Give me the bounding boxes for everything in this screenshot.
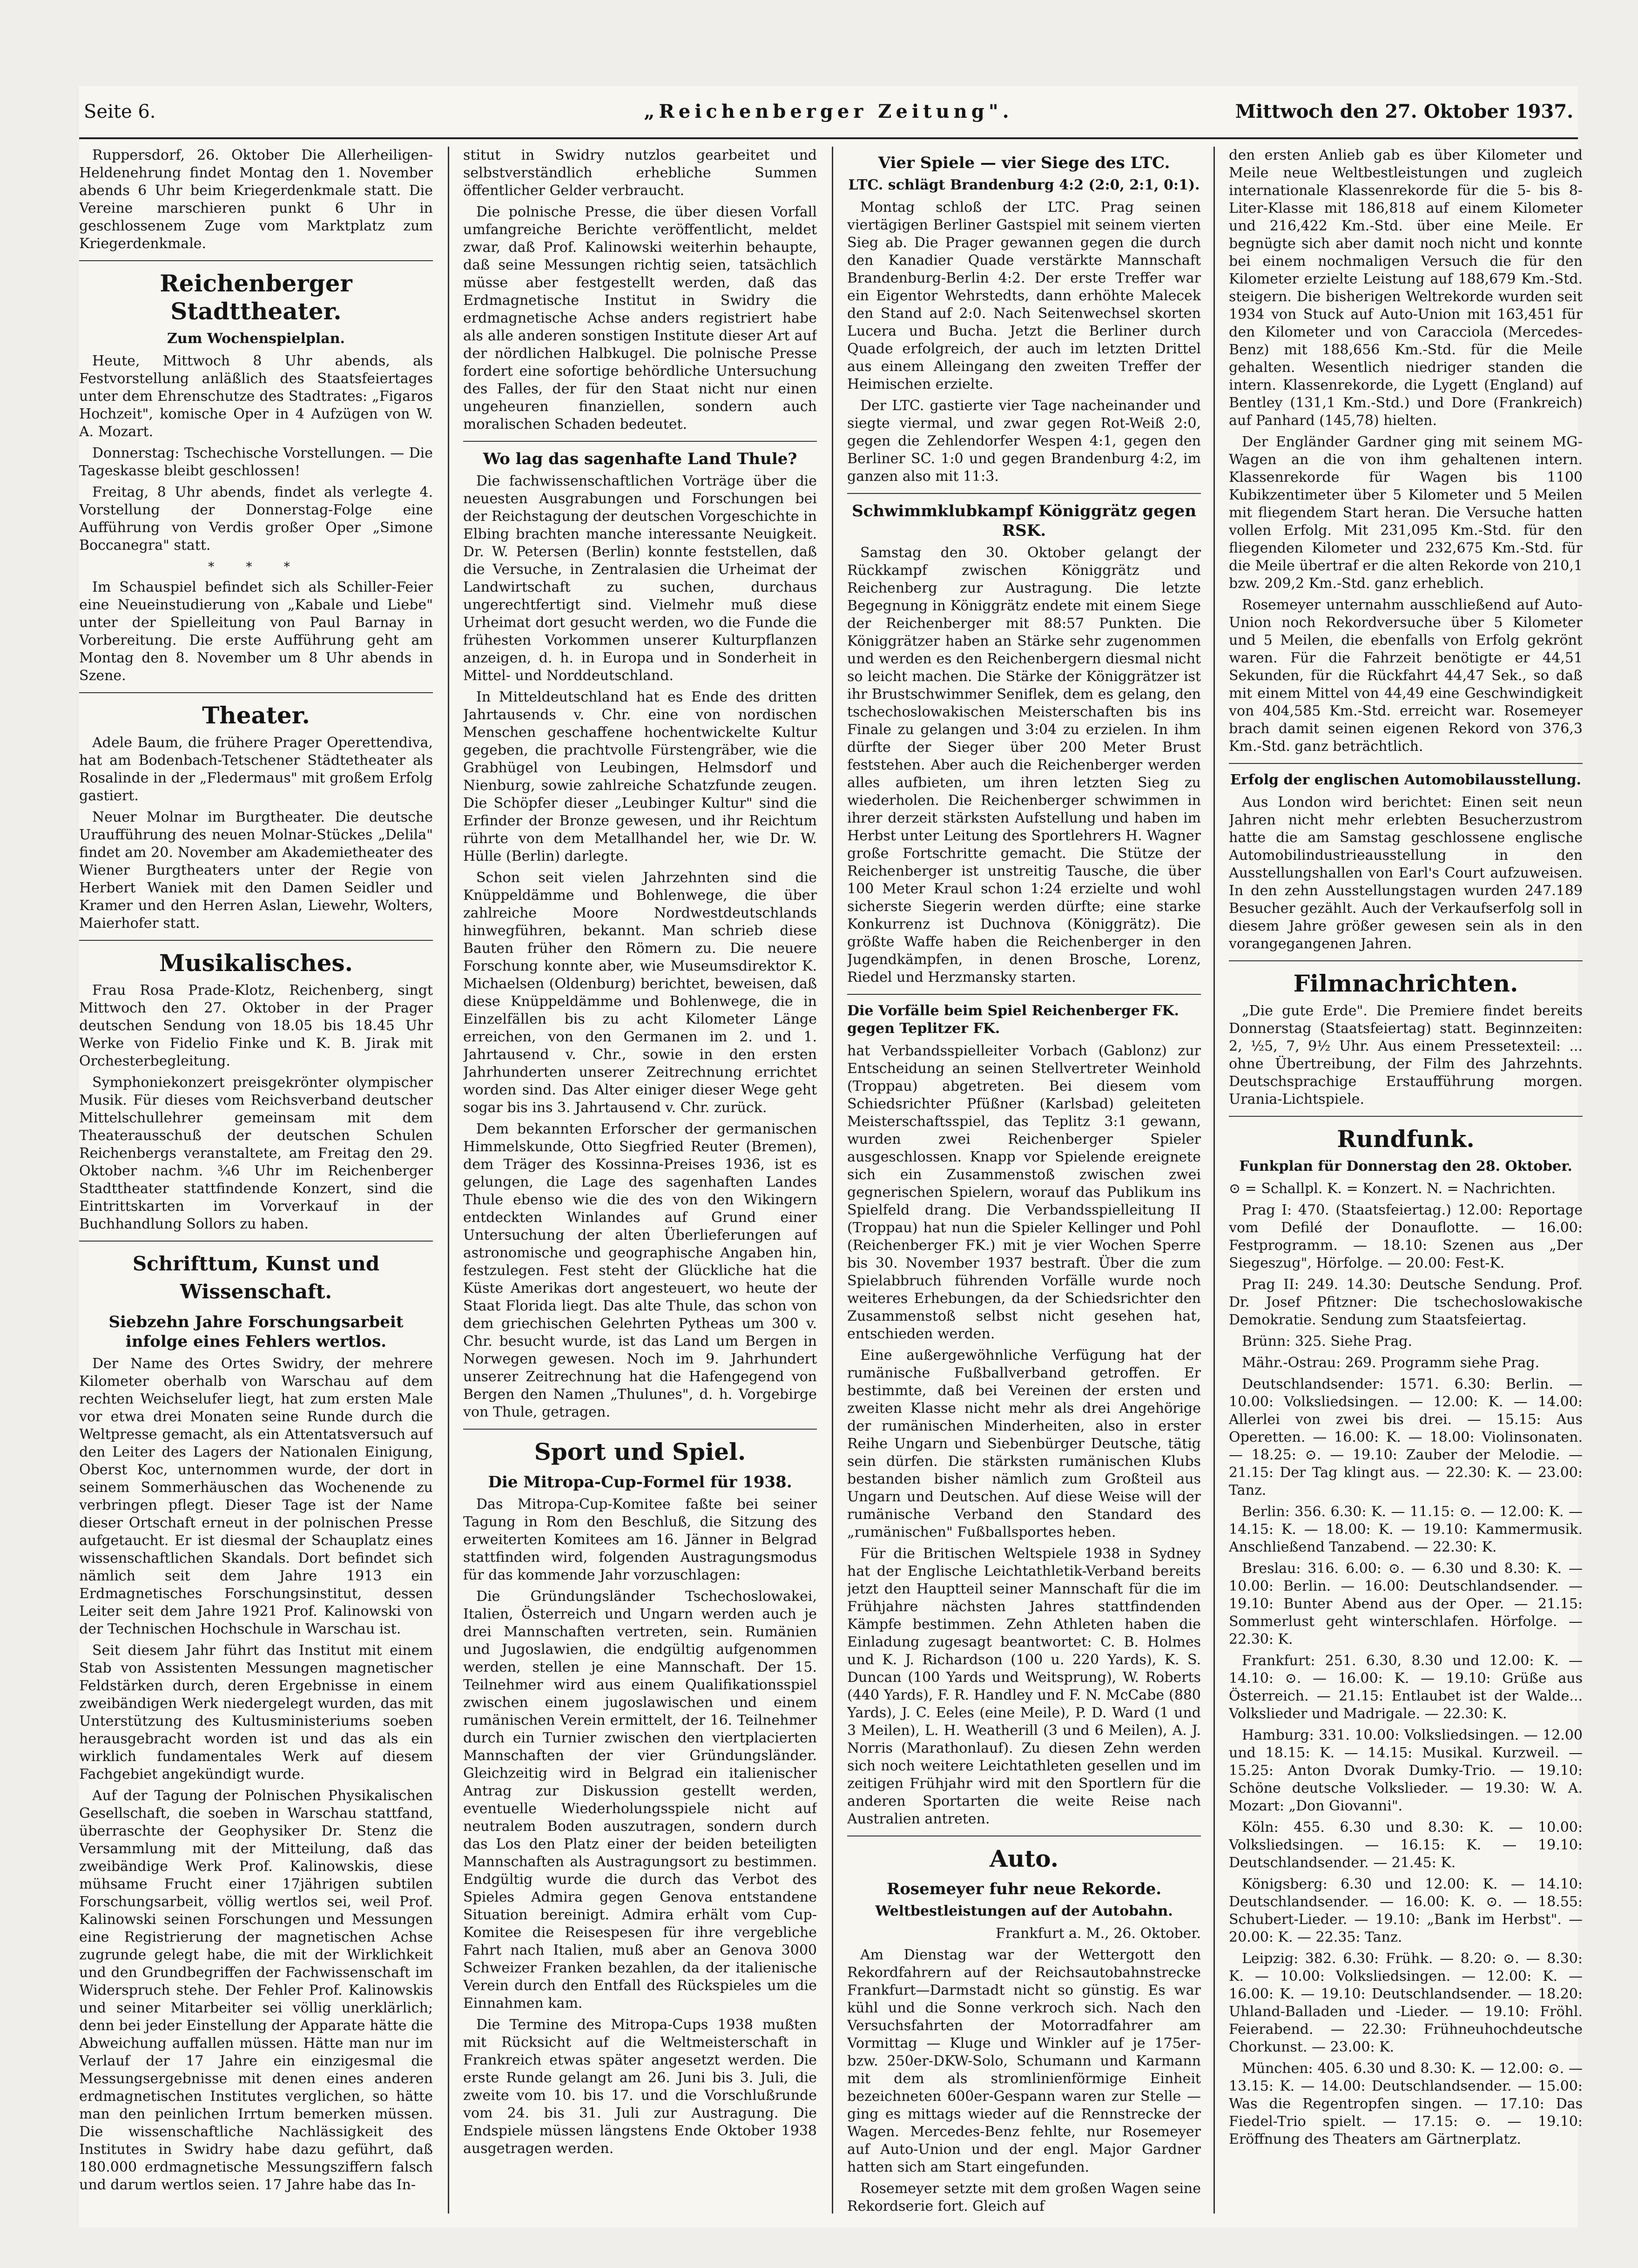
section-heading: Sport und Spiel. [534,1438,746,1465]
article-paragraph: Die fachwissenschaftlichen Vorträge über die neuesten Ausgrabungen und Forschungen bei der Reichstagung der deutschen Vorgeschichte in Elbing brachten manche interessante Neuigkeit. Dr. W. Petersen (Berlin) konnte feststellen, daß die Versuche, in Zentralasien die Urheimat der Landwirtschaft zu suchen, durchaus ungerechtfertigt sind. Vielmehr muß diese Urheimat dort gesucht werden, wo die Funde die frühesten Vorkommen unserer Kulturpflanzen anzeigen, d. h. in Europa und in Sonderheit in Mittel- und Norddeutschland. [463,473,817,684]
article-paragraph: Symphoniekonzert preisgekrönter olympischer Musik. Für dieses vom Reichsverband deutscher Mittelschullehrer gemeinsam mit dem Theaterausschuß der deutschen Schulen Reichenbergs veranstaltete, am Freitag den 29. Oktober nachm. ¾6 Uhr im Reichenberger Stadttheater stattfindende Konzert, sind die Eintrittskarten im Vorverkauf in der Buchhandlung Sollors zu haben. [79,1074,433,1232]
article-paragraph: Adele Baum, die frühere Prager Operettendiva, hat am Bodenbach-Tetschener Städtetheater als Rosalinde in der „Fledermaus" mit großem Erfolg gastiert. [79,735,433,804]
article-paragraph: Der LTC. gastierte vier Tage nacheinander und siegte viermal, und zwar gegen Rot-Weiß 2:0, gegen die Zehlendorfer Wespen 4:1, gegen den Berliner SC. 1:0 und gegen Brandenburg 4:2, im ganzen also mit 11:3. [847,398,1201,485]
article-paragraph: Der Name des Ortes Swidry, der mehrere Kilometer oberhalb von Warschau auf dem rechten Weichselufer liegt, hat zum ersten Male vor etwa drei Monaten seine Runde durch die Weltpresse gemacht, als ein Attentatsversuch auf den Leiter des Lagers der Nationalen Einigung, Oberst Koc, unternommen wurde, der dort in seinem Sommerhäuschen das Wochenende zu verbringen pflegt. Dieser Tage ist der Name dieser Ortschaft erneut in der polnischen Presse aufgetaucht. Er ist diesmal der Schauplatz eines wissenschaftlichen Skandals. Dort befindet sich nämlich seit dem Jahre 1913 ein Erdmagnetisches Forschungsinstitut, dessen Leiter seit dem Jahre 1921 Prof. Kalinowski von der Technischen Hochschule in Warschau ist. [79,1356,433,1637]
article-paragraph: Samstag den 30. Oktober gelangt der Rückkampf zwischen Königgrätz und Reichenberg zur Austragung. Die letzte Begegnung in Königgrätz endete mit einem Siege der Reichenberger mit 88:57 Punkten. Die Königgrätzer haben an Stärke sehr zugenommen und werden es den Reichenbergern diesmal nicht so leicht machen. Die Stärke der Königgrätzer ist ihr Brustschwimmer Seniflek, dem es gelang, den tschechoslowakischen Meisterschaften bis ins Finale zu gelangen und 3:04 zu erzielen. In ihm dürfte der Sieger über 200 Meter Brust feststehen. Aber auch die Reichenberger werden alles aufbieten, um ihren letzten Sieg zu wiederholen. Die Reichenberger schwimmen in ihrer derzeit stärksten Aufstellung und haben im Herbst unter Leitung des Sportlehrers H. Wagner große Fortschritte gemacht. Die Stütze der Reichenberger ist unstreitig Tausche, die über 100 Meter Kraul schon 1:24 erzielte und wohl sicherste Siegerin werden dürfte; eine starke Konkurrenz ist Duchnova (Königgrätz). Die größte Waffe haben die Reichenberger in den Jugendkämpfen, in denen Brosche, Lorenz, Riedel und Herzmansky starten. [847,545,1201,986]
article-paragraph: Aus London wird berichtet: Einen seit neun Jahren nicht mehr erlebten Besucherzustrom hatte die am Samstag geschlossene englische Automobilindustrieausstellung in den Ausstellungshallen von Earl's Court aufzuweisen. In den zehn Ausstellungstagen wurden 247.189 Besucher gezählt. Auch der Verkaufserfolg soll in diesem Jahre größer gewesen sein als in den vorangegangenen Jahren. [1229,794,1583,952]
stars-separator: * * * [208,560,304,574]
radio-listing: Leipzig: 382. 6.30: Frühk. — 8.20: ⊙. — 8.30: K. — 10.00: Volksliedsingen. — 12.00: K. — 16.00: K. — 19.10: Deutschlandsender. — 18.20: Uhland-Balladen und -Lieder. — 19.10: Fröhl. Feierabend. — 22.30: Frühneuhochdeutsche Chorkunst. — 23.00: K. [1229,1951,1583,2055]
article-paragraph: Eine außergewöhnliche Verfügung hat der rumänische Fußballverband getroffen. Er bestimmte, daß bei Vereinen der ersten und zweiten Klasse nicht mehr als drei Angehörige der rumänischen Minderheiten, also in erster Reihe Ungarn und Siebenbürger Deutsche, tätig sein dürfen. Die stärksten rumänischen Klubs bestanden bisher nämlich zum Großteil aus Ungarn und Deutschen. Auf diese Weise will der rumänische Verband den Standard des „rumänischen" Fußballsportes heben. [847,1347,1201,1540]
article-paragraph: Die Gründungsländer Tschechoslowakei, Italien, Österreich und Ungarn werden auch je drei Mannschaften vertreten, sein. Rumänien und Jugoslawien, die endgültig aufgenommen werden, stellen je eine Mannschaft. Der 15. Teilnehmer wird aus einem Qualifikationsspiel zwischen einem jugoslawischen und einem rumänischen Verein ermittelt, der 16. Teilnehmer durch ein Turnier zwischen den viertplacierten Mannschaften der vier Gründungsländer. Gleichzeitig wird in Belgrad ein italienischer Antrag zur Diskussion gestellt werden, eventuelle Wiederholungsspiele nicht auf neutralem Boden auszutragen, sondern durch das Los den Platz einer der beiden beteiligten Mannschaften als Austragungsort zu bestimmen. Endgültig wurde die durch das Verbot des Spieles Admira gegen Genova entstandene Situation bereinigt. Admira erhält vom Cup-Komitee die Reisespesen für ihre vergebliche Fahrt nach Italien, muß aber an Genova 3000 Schweizer Franken bezahlen, da der italienische Verein durch den Entfall des Rückspieles um die Einnahmen kam. [463,1588,817,2012]
article-paragraph: Seit diesem Jahr führt das Institut mit einem Stab von Assistenten Messungen magnetischer Feldstärken durch, deren Ergebnisse in einem zweibändigen Werk niedergelegt wurden, das mit Unterstützung des Kultusministeriums soeben herausgebracht worden ist und das als ein wirklich fundamentales Werk auf diesem Fachgebiet angekündigt wurde. [79,1642,433,1782]
radio-listing: Deutschlandsender: 1571. 6.30: Berlin. — 10.00: Volksliedsingen. — 12.00: K. — 14.00: Allerlei von zwei bis drei. — 15.15: Aus Operetten. — 16.00: K. — 18.00: Violinsonaten. — 18.25: ⊙. — 19.10: Zauber der Melodie. — 21.15: Der Tag klingt aus. — 22.30: K. — 23.00: Tanz. [1229,1376,1583,1498]
article-paragraph: „Die gute Erde". Die Premiere findet bereits Donnerstag (Staatsfeiertag) statt. Beginnzeiten: 2, ½5, 7, 9½ Uhr. Aus einem Pressetexteil: ... ohne Übertreibung, der Film des Jahrzehnts. Deutschsprachige Erstaufführung morgen. Urania-Lichtspiele. [1229,1003,1583,1107]
article-paragraph: Ruppersdorf, 26. Oktober Die Allerheiligen-Heldenehrung findet Montag den 1. November abends 6 Uhr beim Kriegerdenkmale statt. Die Vereine marschieren punkt 6 Uhr in geschlossenem Zuge vom Marktplatz zum Kriegerdenkmale. [79,147,433,252]
divider [79,1241,433,1242]
section-heading: Musikalisches. [159,949,353,977]
subheading: Weltbestleistungen auf der Autobahn. [875,1903,1173,1919]
article-paragraph: In Mitteldeutschland hat es Ende des dritten Jahrtausends v. Chr. eine von nordischen Menschen geschaffene hochentwickelte Kultur gegeben, die prachtvolle Fürstengräber, wie die Grabhügel von Leubingen, Helmsdorf und Nienburg, sowie zahlreiche Schatzfunde zeugen. Die Schöpfer dieser „Leubinger Kultur" sind die Erfinder der Bronze gewesen, und ihr Reichtum rührte von dem Metallhandel her, wie Dr. W. Hülle (Berlin) darlegte. [463,689,817,864]
article-paragraph: Am Dienstag war der Wettergott den Rekordfahrern auf der Reichsautobahnstrecke Frankfurt—Darmstadt nicht so günstig. Es war kühl und die Sonne verkroch sich. Nach den Versuchsfahrten der Motorradfahrer am Vormittag — Kluge und Winkler auf je 175er- bzw. 250er-DKW-Solo, Schumann und Karmann mit dem als stromlinienförmige Einheit bezeichneten 600er-Gespann waren zur Stelle — ging es mittags wieder auf die Rennstrecke der Wagen. Mercedes-Benz fehlte, nur Rosemeyer auf Auto-Union und der engl. Major Gardner hatten sich am Start eingefunden. [847,1947,1201,2175]
article-paragraph: Die Termine des Mitropa-Cups 1938 mußten mit Rücksicht auf die Weltmeisterschaft in Frankreich etwas später angesetzt werden. Die erste Runde gelangt am 26. Juni bis 3. Juli, die zweite vom 10. bis 17. und die Vorschlußrunde vom 24. bis 31. Juli zur Austragung. Die Endspiele müssen längstens Ende Oktober 1938 ausgetragen werden. [463,2017,817,2157]
newspaper-title: „Reichenberger Zeitung". [644,101,1013,122]
masthead [79,86,1578,139]
subheading: Wo lag das sagenhafte Land Thule? [483,450,797,468]
divider [463,441,817,442]
subheading: Funkplan für Donnerstag den 28. Oktober. [1239,1158,1572,1174]
article-paragraph: Neuer Molnar im Burgtheater. Die deutsche Uraufführung des neuen Molnar-Stückes „Delila" findet am 20. November am Akademietheater des Wiener Burgtheaters unter der Regie von Herbert Waniek mit den Damen Seidler und Kramer und den Herren Aslan, Liewehr, Wolters, Maierhofer statt. [79,809,433,932]
subheading: Zum Wochenspielplan. [167,331,345,347]
section-heading: Auto. [989,1845,1059,1872]
article-paragraph: Der Engländer Gardner ging mit seinem MG-Wagen an die von ihm gehaltenen intern. Klassenrekorde für Wagen bis 1100 Kubikzentimeter über 5 Kilometer und 5 Meilen mit fliegendem Start heran. Die Versuche hatten vollen Erfolg. Mit 231,095 Km.-Std. für den fliegenden Kilometer und 232,675 Km.-Std. für die Meile übertraf er die alten Rekorde von 210,1 bzw. 209,2 Km.-Std. ganz erheblich. [1229,434,1583,592]
radio-listing: Hamburg: 331. 10.00: Volksliedsingen. — 12.00 und 18.15: K. — 14.15: Musikal. Kurzweil. — 15.25: Anton Dvorak Dumky-Trio. — 19.10: Schöne deutsche Volkslieder. — 19.30: W. A. Mozart: „Don Giovanni". [1229,1727,1583,1814]
section-heading: Theater. [202,702,310,729]
dateline: Frankfurt a. M., 26. Oktober. [996,1925,1201,1942]
article-paragraph: Die polnische Presse, die über diesen Vorfall umfangreiche Berichte veröffentlicht, meldet zwar, daß Prof. Kalinowski weiterhin behaupte, daß seine Messungen richtig seien, tatsächlich müsse aber festgestellt werden, daß das Erdmagnetische Institut in Swidry die erdmagnetische Achse anders registriert habe als alle anderen sonstigen Institute dieser Art auf der nördlichen Halbkugel. Die polnische Presse fordert eine sofortige behördliche Untersuchung des Falles, der für den Staat nicht nur einen ungeheuren finanziellen, sondern auch moralischen Schaden bedeutet. [463,204,817,432]
column-rule [832,147,833,2214]
column-rule [1213,147,1215,2214]
subheading: Siebzehn Jahre Forschungsarbeit infolge eines Fehlers wertlos. [108,1313,404,1351]
section-heading: Filmnachrichten. [1293,970,1518,997]
divider [463,1429,817,1430]
radio-listing: Köln: 455. 6.30 und 8.30: K. — 10.00: Volksliedsingen. — 16.15: K. — 19.10: Deutschlandsender. — 21.45: K. [1229,1819,1583,1871]
article-paragraph: Dem bekannten Erforscher der germanischen Himmelskunde, Otto Siegfried Reuter (Bremen), dem Träger des Kossinna-Preises 1936, ist es gelungen, die Lage des sagenhaften Landes Thule ebenso wie die des von den Wikingern entdeckten Winlandes auf Grund einer Untersuchung der alten Überlieferungen auf astronomische und geographische Angaben hin, festzulegen. Fest steht der Glückliche hat die Küste Amerikas dort angesteuert, wo heute der Staat Florida liegt. Das alte Thule, das schon von dem griechischen Gelehrten Pytheas um 300 v. Chr. besucht wurde, ist das Land um Bergen in Norwegen gewesen. Noch im 9. Jahrhundert unserer Zeitrechnung hat die Hafengegend von Bergen den Namen „Thulunes", d. h. Vorgebirge von Thule, getragen. [463,1121,817,1420]
divider [847,994,1201,995]
radio-listing: Mähr.-Ostrau: 269. Programm siehe Prag. [1242,1355,1540,1371]
article-paragraph: Rosemeyer unternahm ausschließend auf Auto-Union noch Rekordversuche über 5 Kilometer und 5 Meilen, die ebenfalls von Erfolg gekrönt waren. Für die Fahrzeit benötigte er 44,51 Sekunden, für die Rückfahrt 44,47 Sek., so daß mit einem Mittel von 44,49 eine Geschwindigkeit von 404,585 Km.-Std. erreicht war. Rosemeyer brach damit seinen eigenen Rekord von 376,3 Km.-Std. ganz beträchtlich. [1229,597,1583,755]
article-paragraph: Frau Rosa Prade-Klotz, Reichenberg, singt Mittwoch den 27. Oktober in der Prager deutschen Sendung von 18.05 bis 18.45 Uhr Werke von Fidelio Finke und K. B. Jirak mit Orchesterbegleitung. [79,982,433,1069]
divider [1229,960,1583,961]
radio-listing: München: 405. 6.30 und 8.30: K. — 12.00: ⊙. — 13.15: K. — 14.00: Deutschlandsender. — 15.00: Was die Regentropfen singen. — 17.10: Das Fiedel-Trio spielt. — 17.15: ⊙. — 19.10: Eröffnung des Theaters am Gärtnerplatz. [1229,2060,1583,2147]
issue-date: Mittwoch den 27. Oktober 1937. [1235,101,1573,122]
column-2 [463,147,817,2214]
subheading: LTC. schlägt Brandenburg 4:2 (2:0, 2:1, 0:1). [848,177,1200,193]
subheading: Die Vorfälle beim Spiel Reichenberger FK. gegen Teplitzer FK. [847,1003,1179,1037]
article-paragraph: hat Verbandsspielleiter Vorbach (Gablonz) zur Entscheidung an seinen Stellvertreter Weinhold (Troppau) abgetreten. Bei diesem vom Schiedsrichter Pfüßner (Karlsbad) geleiteten Meisterschaftsspiel, das Teplitz 3:1 gewann, wurden zwei Reichenberger Spieler ausgeschlossen. Knapp vor Spielende ereignete sich ein Zusammenstoß zwischen zwei gegnerischen Spielern, worauf das Publikum ins Spielfeld drang. Die Verbandsspielleitung II (Troppau) hat nun die Spieler Kellinger und Pohl (Reichenberger FK.) mit je vier Wochen Sperre bis 30. November 1937 bestraft. Über die zum Spielabbruch führenden Vorfälle wurde noch weiteres Erhebungen, da der Schiedsrichter den Zusammenstoß selbst nicht gesehen hat, entschieden werden. [847,1043,1201,1342]
article-paragraph: stitut in Swidry nutzlos gearbeitet und selbstverständlich erhebliche Summen öffentlicher Gelder verbraucht. [463,147,817,199]
subheading: Die Mitropa-Cup-Formel für 1938. [488,1473,792,1492]
radio-listing: Berlin: 356. 6.30: K. — 11.15: ⊙. — 12.00: K. — 14.15: K. — 18.00: K. — 19.10: Kammermusik. Anschließend Tanzabend. — 22.30: K. [1229,1504,1583,1555]
article-paragraph: Auf der Tagung der Polnischen Physikalischen Gesellschaft, die soeben in Warschau stattfand, überraschte der Geophysiker Dr. Stenz die Versammlung mit der Mitteilung, daß das zweibändige Werk Prof. Kalinowskis, diese mühsame Frucht einer 17jährigen subtilen Forschungsarbeit, völlig wertlos sei, weil Prof. Kalinowski seinen Forschungen und Messungen eine Registrierung der magnetischen Achse zugrunde gelegt habe, die mit der Wirklichkeit und den Grundbegriffen der Fachwissenschaft im Widerspruch stehe. Der Fehler Prof. Kalinowskis und seiner Mitarbeiter sei völlig unerklärlich; denn bei jeder Einstellung der Apparate hätte die Abweichung auffallen müssen. Hätte man nur im Verlauf der 17 Jahre ein einzigesmal die Messungsergebnisse mit denen eines anderen erdmagnetischen Institutes verglichen, so hätte man den peinlichen Irrtum bemerken müssen. Die wissenschaftliche Nachlässigkeit des Institutes in Swidry habe dazu geführt, daß 180.000 erdmagnetische Messungsziffern falsch und darum wertlos seien. 17 Jahre habe das In- [79,1788,433,2193]
divider [847,493,1201,494]
article-paragraph: Montag schloß der LTC. Prag seinen viertägigen Berliner Gastspiel mit seinem vierten Sieg ab. Die Prager gewannen gegen die durch den Kanadier Quade verstärkte Mannschaft Brandenburg-Berlin 4:2. Der erste Treffer war ein Eigentor Wehrstedts, dann erhöhte Malecek den Stand auf 2:0. Nach Seitenwechsel skorten Lucera und Bucha. Jetzt die Berliner durch Quade erfolgreich, der auch im letzten Drittel aus einem Alleingang den zweiten Treffer der Heimischen erzielte. [847,199,1201,392]
column-3 [847,147,1201,2214]
article-paragraph: Rosemeyer setzte mit dem großen Wagen seine Rekordserie fort. Gleich auf [847,2180,1201,2214]
column-4 [1229,147,1583,2214]
article-paragraph: Im Schauspiel befindet sich als Schiller-Feier eine Neueinstudierung von „Kabale und Liebe" unter der Spielleitung von Paul Barnay in Vorbereitung. Die erste Aufführung geht am Montag den 8. November um 8 Uhr abends in Szene. [79,579,433,684]
article-paragraph: Heute, Mittwoch 8 Uhr abends, als Festvorstellung anläßlich des Staatsfeiertages unter dem Ehrenschutze des Stadtrates: „Figaros Hochzeit", komische Oper in 4 Aufzügen von W. A. Mozart. [79,353,433,440]
article-paragraph: Schon seit vielen Jahrzehnten sind die Knüppeldämme und Bohlenwege, die über zahlreiche Moore Nordwestdeutschlands hinwegführen, bekannt. Man schrieb diese Bauten früher den Römern zu. Die neuere Forschung konnte aber, wie Museumsdirektor K. Michaelsen (Oldenburg) berichtet, beweisen, daß diese Knüppeldämme und Bohlenwege, die in Einzelfällen bis zu acht Kilometer Länge erreichen, von den Germanen im 2. und 1. Jahrtausend v. Chr., sowie in den ersten Jahrhunderten unserer Zeitrechnung errichtet worden sind. Das Alter einiger dieser Wege geht sogar bis ins 3. Jahrtausend v. Chr. zurück. [463,870,817,1116]
subheading: Erfolg der englischen Automobilausstellung. [1230,772,1581,788]
divider [79,940,433,941]
radio-listing: Brünn: 325. Siehe Prag. [1242,1333,1412,1350]
article-paragraph: den ersten Anlieb gab es über Kilometer und Meile neue Weltbestleistungen und zugleich internationale Klassenrekorde für die 5- bis 8-Liter-Klasse mit 186,818 auf einem Kilometer und 216,422 Km.-Std. über eine Meile. Er begnügte sich aber damit noch nicht und konnte bei einem nochmaligen Versuch die für den Kilometer erzielte Leistung auf 188,679 Km.-Std. steigern. Die bisherigen Weltrekorde wurden seit 1934 von Stuck auf Auto-Union mit 163,451 für den Kilometer und von Caracciola (Mercedes-Benz) mit 188,656 Km.-Std. für die Meile gehalten. Wesentlich niedriger standen die intern. Klassenrekorde, die Lygett (England) auf Bentley (131,1 Km.-Std.) und Dore (Frankreich) auf Panhard (145,78) hielten. [1229,147,1583,429]
divider [79,692,433,693]
divider [1229,763,1583,764]
section-heading: Reichenberger Stadttheater. [160,270,352,325]
section-heading: Rundfunk. [1337,1125,1475,1153]
newspaper-page [79,86,1583,2228]
column-1 [79,147,433,2214]
divider [1229,1116,1583,1117]
radio-listing: Prag I: 470. (Staatsfeiertag.) 12.00: Reportage vom Defilé der Donauflotte. — 16.00: Festprogramm. — 18.10: Szenen aus „Der Siegeszug", Hörfolge. — 20.00: Fest-K. [1229,1202,1583,1271]
subheading: Rosemeyer fuhr neue Rekorde. [886,1880,1162,1898]
subheading: Vier Spiele — vier Siege des LTC. [878,154,1170,172]
radio-listing: Königsberg: 6.30 und 12.00: K. — 14.10: Deutschlandsender. — 16.00: K. ⊙. — 18.55: Schubert-Lieder. — 19.10: „Bank im Herbst". — 20.00: K. — 22.35: Tanz. [1229,1876,1583,1945]
article-paragraph: Donnerstag: Tschechische Vorstellungen. — Die Tageskasse bleibt geschlossen! [79,445,433,479]
radio-listing: Breslau: 316. 6.00: ⊙. — 6.30 und 8.30: K. — 10.00: Berlin. — 16.00: Deutschlandsender. — 19.10: Bunter Abend aus der Oper. — 21.15: Sommerlust geht winterschlafen. Hörfolge. — 22.30: K. [1229,1560,1583,1647]
radio-legend: ⊙ = Schallpl. K. = Konzert. N. = Nachrichten. [1229,1181,1556,1197]
radio-listing: Frankfurt: 251. 6.30, 8.30 und 12.00: K. — 14.10: ⊙. — 16.00: K. — 19.10: Grüße aus Österreich. — 21.15: Entlaubet ist der Walde... Volkslieder und Madrigale. — 22.30: K. [1229,1653,1583,1722]
article-paragraph: Freitag, 8 Uhr abends, findet als verlegte 4. Vorstellung der Donnerstag-Folge eine Aufführung von Verdis großer Oper „Simone Boccanegra" statt. [79,484,433,554]
article-paragraph: Das Mitropa-Cup-Komitee faßte bei seiner Tagung in Rom den Beschluß, die Sitzung des erweiterten Komitees am 16. Jänner in Belgrad stattfinden wird, folgenden Austragungsmodus für das kommende Jahr vorzuschlagen: [463,1496,817,1583]
page-number: Seite 6. [84,101,156,122]
article-paragraph: Für die Britischen Weltspiele 1938 in Sydney hat der Englische Leichtathletik-Verband bereits jetzt den Hauptteil seiner Mannschaft für die im Frühjahre nächsten Jahres stattfindenden Kämpfe bestimmen. Zehn Athleten haben die Einladung zugesagt beantwortet: C. B. Holmes und K. J. Richardson (100 u. 220 Yards), K. S. Duncan (100 Yards und Weitsprung), W. Roberts (440 Yards), F. R. Handley und F. N. McCabe (880 Yards), J. C. Eeles (eine Meile), P. D. Ward (1 und 3 Meilen), L. H. Weatherill (3 und 6 Meilen), A. J. Norris (Marathonlauf). Zu diesen Zehn werden sich noch weitere Leichtathleten gesellen und im zeitigen Frühjahr wird mit den Sportlern für die anderen Sportarten die weite Reise nach Australien antreten. [847,1546,1201,1827]
column-rule [448,147,449,2214]
subheading: Schwimmklubkampf Königgrätz gegen RSK. [852,502,1196,540]
radio-listing: Prag II: 249. 14.30: Deutsche Sendung. Prof. Dr. Josef Pfitzner: Die tschechoslowakische Demokratie. Sendung zum Staatsfeiertag. [1229,1276,1583,1328]
section-heading: Schrifttum, Kunst und Wissenschaft. [132,1252,380,1303]
divider [79,260,433,261]
